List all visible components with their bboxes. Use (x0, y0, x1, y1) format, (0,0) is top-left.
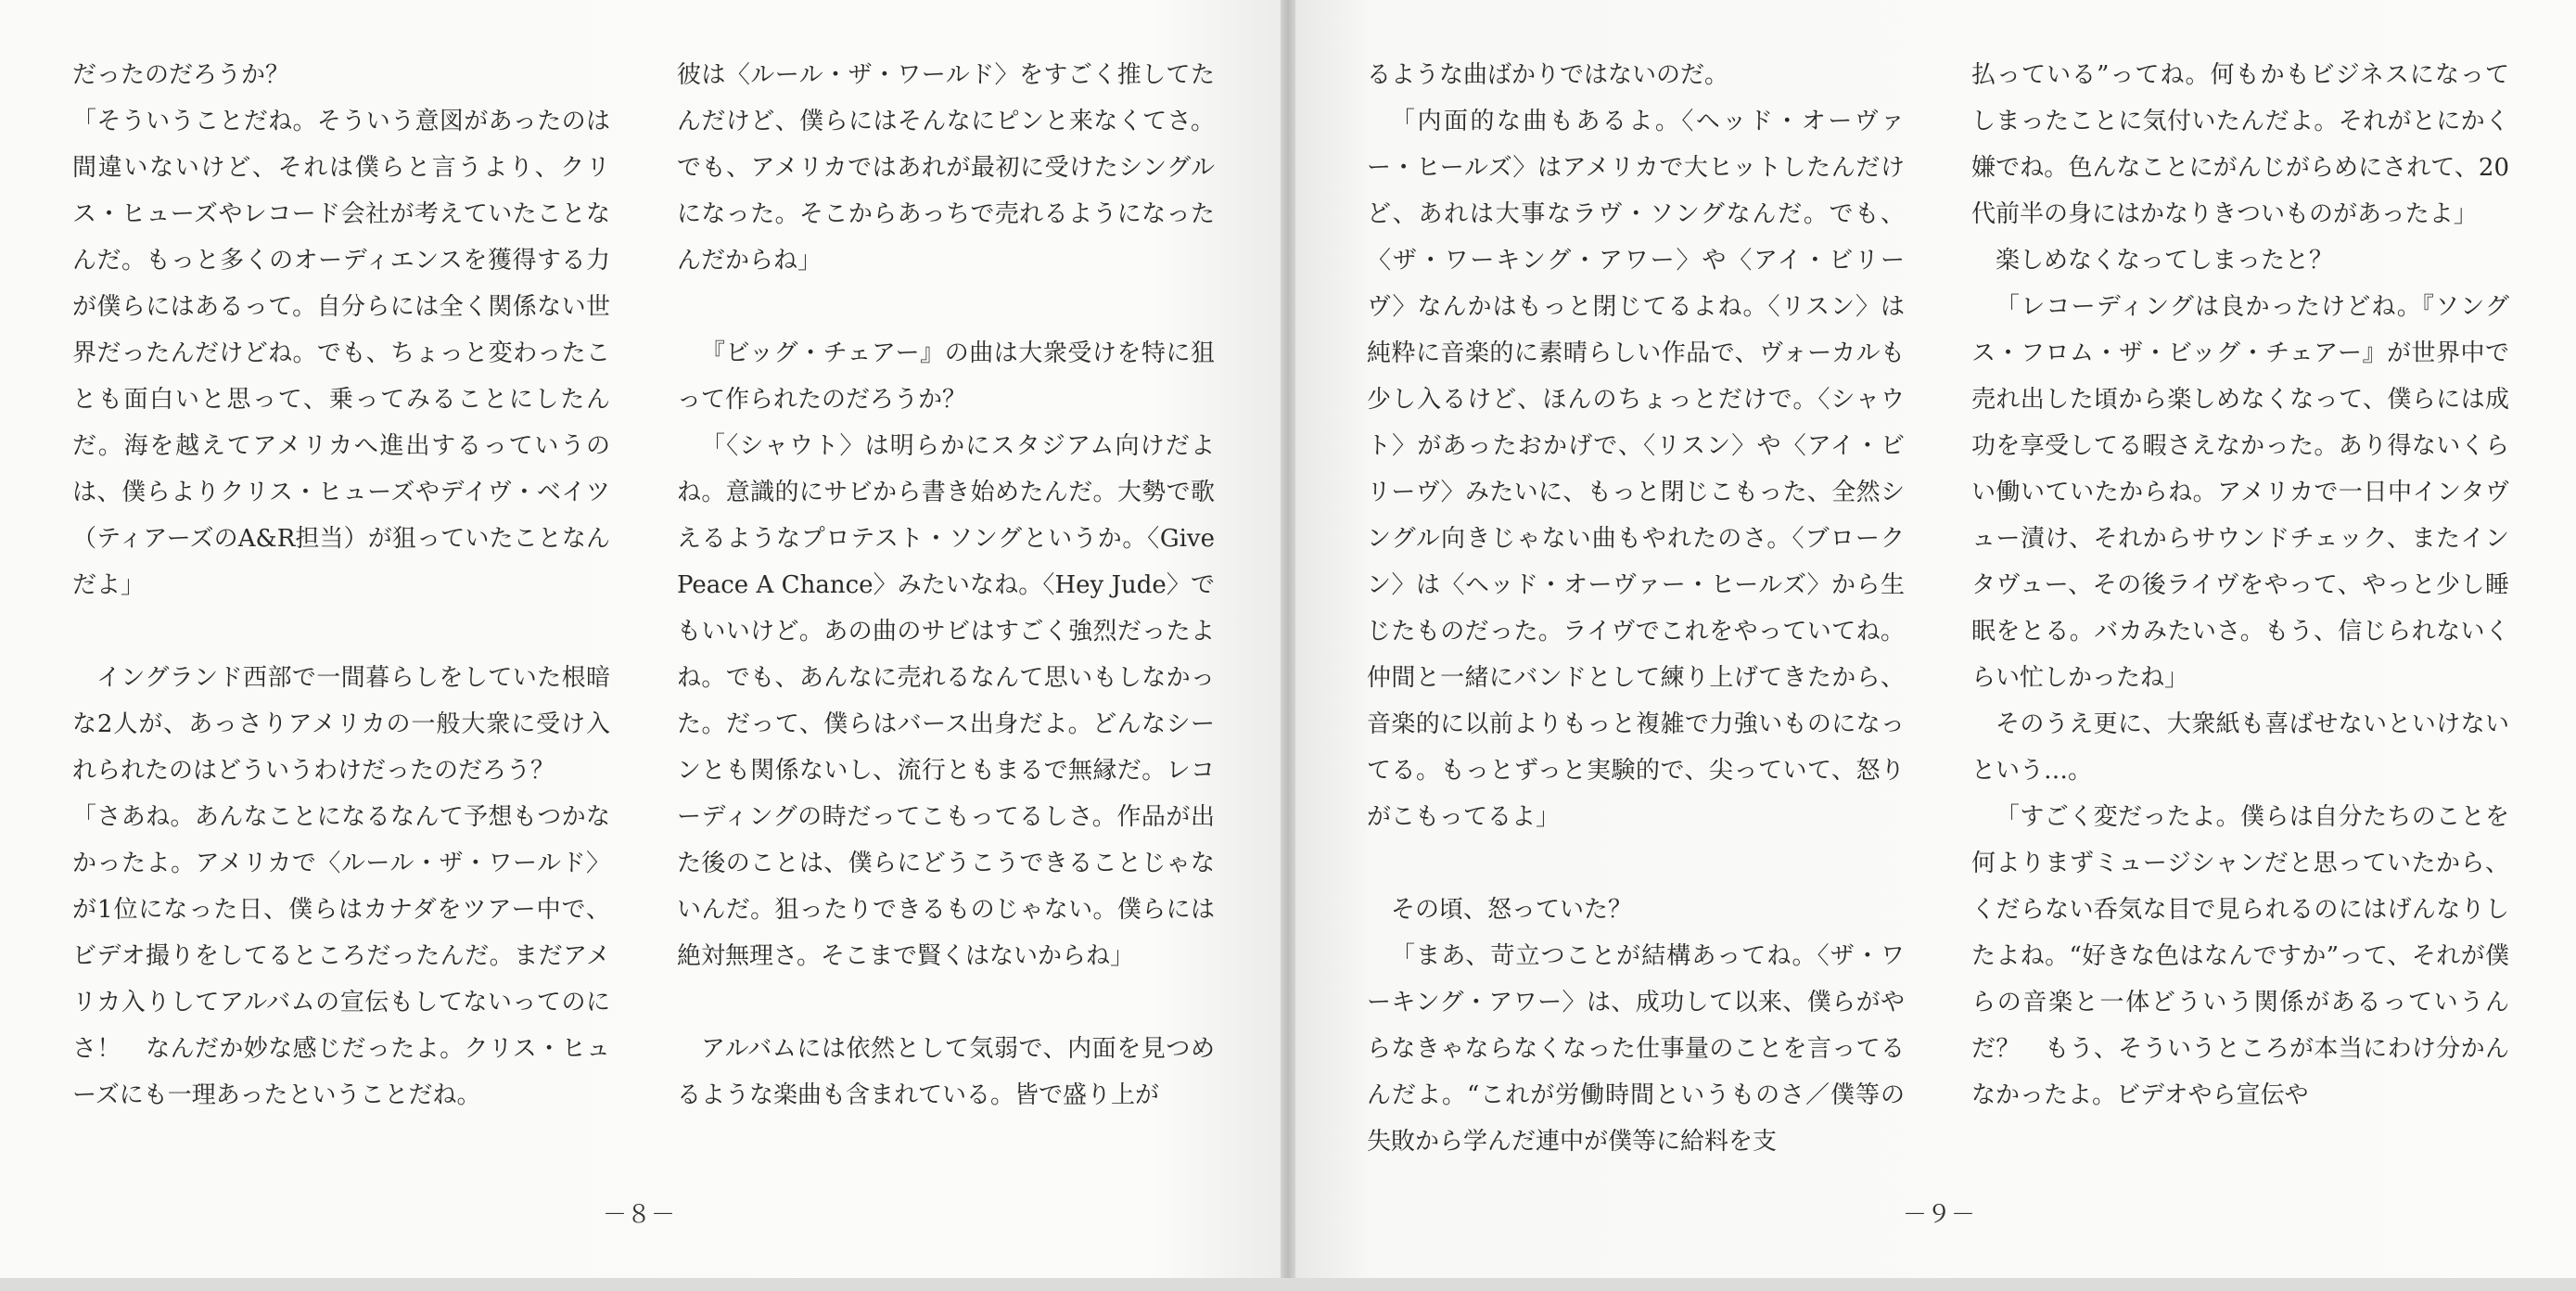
page-9-column-1 (1367, 52, 1905, 1165)
paragraph: 『ビッグ・チェアー』の曲は大衆受けを特に狙って作られたのだろうか？ (677, 339, 1215, 414)
paragraph: 「そういうことだね。そういう意図があったのは間違いないけど、それは僕らと言うより、クリス・ヒューズやレコード会社が考えていたことなんだ。もっと多くのオーディエンスを獲得する力が僕らにはあるって。自分らには全く関係ない世界だったんだけどね。でも、ちょっと変わったことも面白いと思って、乗ってみることにしたんだ。海を越えてアメリカへ進出するっていうのは、僕らよりクリス・ヒューズやデイヴ・ベイツ（ティアーズのA&R担当）が狙っていたことなんだよ」 (72, 108, 610, 599)
paragraph: アルバムには依然として気弱で、内面を見つめるような楽曲も含まれている。皆で盛り上が (677, 1035, 1215, 1109)
paragraph: イングランド西部で一間暮らしをしていた根暗な2人が、あっさりアメリカの一般大衆に受け入れられたのはどういうわけだったのだろう？ (72, 664, 610, 785)
page-number: －９－ (1903, 1201, 1976, 1229)
page-9-column-2 (1971, 52, 2509, 1118)
paragraph: だったのだろうか？ (72, 61, 290, 89)
paragraph: その頃、怒っていた？ (1391, 896, 1633, 924)
paragraph: 「さあね。あんなことになるなんて予想もつかなかったよ。アメリカで〈ルール・ザ・ワールド〉が1位になった日、僕らはカナダをツアー中で、ビデオ撮りをしてるところだったんだ。まだアメリカ入りしてアルバムの宣伝もしてないってのにさ！ なんだか妙な感じだったよ。クリス・ヒューズにも一理あったということだね。 (72, 803, 610, 1109)
page-number: －８－ (603, 1201, 676, 1229)
paragraph: 彼は〈ルール・ザ・ワールド〉をすごく推してたんだけど、僕らにはそんなにピンと来なくてさ。でも、アメリカではあれが最初に受けたシングルになった。そこからあっちで売れるようになったんだからね」 (677, 61, 1215, 275)
paragraph: そのうえ更に、大衆紙も喜ばせないといけないという…。 (1971, 710, 2509, 785)
paragraph: 払っている”ってね。何もかもビジネスになってしまったことに気付いたんだよ。それがとにかく嫌でね。色んなことにがんじがらめにされて、20代前半の身にはかなりきついものがあったよ」 (1971, 61, 2509, 228)
paragraph: 「まあ、苛立つことが結構あってね。〈ザ・ワーキング・アワー〉は、成功して以来、僕らがやらなきゃならなくなった仕事量のことを言ってるんだよ。“これが労働時間というものさ／僕等の失敗から学んだ連中が僕等に給料を支 (1367, 942, 1905, 1156)
page-8-column-1 (72, 52, 610, 1118)
page-bottom-edge (0, 1278, 2576, 1291)
paragraph: るような曲ばかりではないのだ。 (1367, 61, 1729, 89)
book-spine (1281, 0, 1295, 1291)
paragraph: 「レコーディングは良かったけどね。『ソングス・フロム・ザ・ビッグ・チェアー』が世界中で売れ出した頃から楽しめなくなって、僕らには成功を享受してる暇さえなかった。あり得ないくらい働いていたからね。アメリカで一日中インタヴュー漬け、それからサウンドチェック、またインタヴュー、その後ライヴをやって、やっと少し睡眠をとる。バカみたいさ。もう、信じられないくらい忙しかったね」 (1971, 293, 2509, 692)
page-8-column-2 (677, 52, 1215, 1118)
paragraph: 楽しめなくなってしまったと？ (1996, 247, 2334, 275)
paragraph: 「〈シャウト〉は明らかにスタジアム向けだよね。意識的にサビから書き始めたんだ。大勢で歌えるようなプロテスト・ソングというか。〈Give Peace A Chance〉みたいなね。〈Hey Jude〉でもいいけど。あの曲のサビはすごく強烈だったよね。でも、あんなに売れるなんて思いもしなかった。だって、僕らはバース出身だよ。どんなシーンとも関係ないし、流行ともまるで無縁だ。レコーディングの時だってこもってるしさ。作品が出た後のことは、僕らにどうこうできることじゃないんだ。狙ったりできるものじゃない。僕らには絶対無理さ。そこまで賢くはないからね」 (677, 432, 1215, 970)
paragraph: 「内面的な曲もあるよ。〈ヘッド・オーヴァー・ヒールズ〉はアメリカで大ヒットしたんだけど、あれは大事なラヴ・ソングなんだ。でも、〈ザ・ワーキング・アワー〉や〈アイ・ビリーヴ〉なんかはもっと閉じてるよね。〈リスン〉は純粋に音楽的に素晴らしい作品で、ヴォーカルも少し入るけど、ほんのちょっとだけで。〈シャウト〉があったおかげで、〈リスン〉や〈アイ・ビリーヴ〉みたいに、もっと閉じこもった、全然シングル向きじゃない曲もやれたのさ。〈ブロークン〉は〈ヘッド・オーヴァー・ヒールズ〉から生じたものだった。ライヴでこれをやっていてね。仲間と一緒にバンドとして練り上げてきたから、音楽的に以前よりもっと複雑で力強いものになってる。もっとずっと実験的で、尖っていて、怒りがこもってるよ」 (1367, 108, 1905, 831)
paragraph: 「すごく変だったよ。僕らは自分たちのことを何よりまずミュージシャンだと思っていたから、くだらない呑気な目で見られるのにはげんなりしたよね。“好きな色はなんですか”って、それが僕らの音楽と一体どういう関係があるっていうんだ？ もう、そういうところが本当にわけ分かんなかったよ。ビデオやら宣伝や (1971, 803, 2509, 1109)
